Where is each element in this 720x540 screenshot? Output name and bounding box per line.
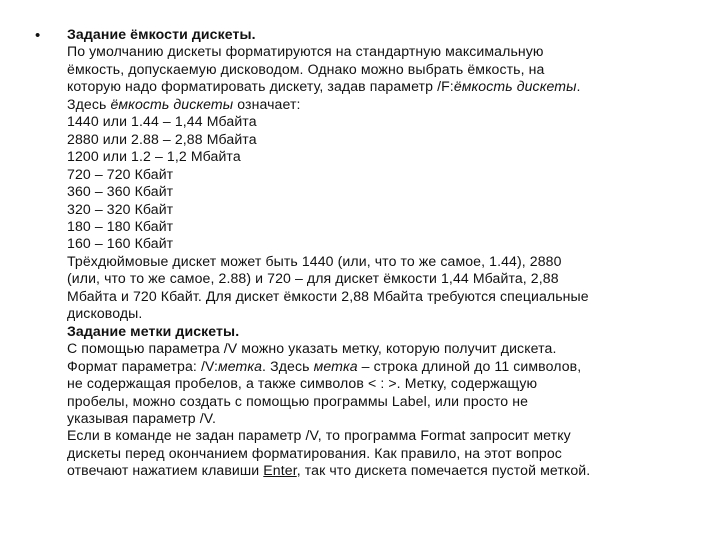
- section-heading: Задание метки дискеты.: [67, 322, 240, 339]
- text-line: [67, 78, 697, 95]
- text-segment: Enter: [263, 462, 297, 479]
- text-line: [67, 410, 697, 427]
- text-segment: 180 – 180 Кбайт: [67, 217, 174, 234]
- text-segment: 320 – 320 Кбайт: [67, 200, 174, 217]
- text-line: [67, 183, 697, 200]
- text-segment: Если в команде не задан параметр /V, то программа Format запросит метку: [67, 427, 571, 444]
- text-segment: С помощью параметра /V можно указать метку, которую получит дискета.: [67, 340, 557, 357]
- text-segment: (или, что то же самое, 2.88) и 720 – для дискет ёмкости 1,44 Мбайта, 2,88: [67, 270, 559, 287]
- text-segment: – строка длиной до 11 символов,: [357, 357, 582, 374]
- text-line: [67, 235, 697, 252]
- text-segment: 160 – 160 Кбайт: [67, 235, 174, 252]
- text-segment: отвечают нажатием клавиши: [67, 462, 264, 479]
- text-segment: .: [576, 78, 581, 95]
- text-line: [67, 375, 697, 392]
- text-segment: По умолчанию дискеты форматируются на стандартную максимальную: [67, 43, 544, 60]
- text-segment: 1200 или 1.2 – 1,2 Мбайта: [67, 148, 241, 165]
- text-segment: дисководы.: [67, 305, 143, 322]
- text-segment: означает:: [233, 95, 301, 112]
- text-line: [67, 340, 697, 357]
- text-line: [67, 96, 697, 113]
- text-segment: метка: [313, 357, 358, 374]
- text-segment: Здесь: [67, 95, 111, 112]
- text-segment: 1440 или 1.44 – 1,44 Мбайта: [67, 113, 257, 130]
- text-line: [67, 218, 697, 235]
- text-line: [67, 288, 697, 305]
- text-segment: 2880 или 2.88 – 2,88 Мбайта: [67, 130, 257, 147]
- text-segment: указывая параметр /V.: [67, 409, 216, 426]
- text-segment: ёмкость дискеты: [110, 95, 234, 112]
- text-line: [67, 113, 697, 130]
- text-line: [67, 445, 697, 462]
- text-line: [67, 270, 697, 287]
- text-line: [67, 462, 697, 479]
- text-segment: пробелы, можно создать с помощью программы Label, или просто не: [67, 392, 529, 409]
- text-line: [67, 43, 697, 60]
- text-segment: не содержащая пробелов, а также символов < : >. Метку, содержащую: [67, 375, 538, 392]
- text-line: [67, 201, 697, 218]
- text-segment: Мбайта и 720 Кбайт. Для дискет ёмкости 2,88 Мбайта требуются специальные: [67, 287, 589, 304]
- text-segment: Формат параметра: /V:: [67, 357, 218, 374]
- section-heading: Задание ёмкости дискеты.: [67, 26, 256, 42]
- text-body: [67, 26, 697, 480]
- bullet-point: •: [35, 27, 41, 44]
- text-line: [67, 358, 697, 375]
- text-segment: , так что дискета помечается пустой меткой.: [296, 462, 591, 479]
- text-line: [67, 61, 697, 78]
- text-line: [67, 305, 697, 322]
- text-line: [67, 253, 697, 270]
- text-line: [67, 323, 697, 340]
- text-line: [67, 393, 697, 410]
- text-line: [67, 427, 697, 444]
- text-segment: которую надо форматировать дискету, задав параметр /F:: [67, 78, 454, 95]
- text-segment: ёмкость дискеты: [453, 78, 577, 95]
- text-segment: Трёхдюймовые дискет может быть 1440 (или, что то же самое, 1.44), 2880: [67, 252, 562, 269]
- text-line: [67, 131, 697, 148]
- text-line: [67, 26, 697, 43]
- text-segment: 360 – 360 Кбайт: [67, 183, 174, 200]
- text-line: [67, 148, 697, 165]
- text-line: [67, 166, 697, 183]
- text-segment: дискеты перед окончанием форматирования. Как правило, на этот вопрос: [67, 444, 562, 461]
- text-segment: метка: [217, 357, 263, 374]
- text-segment: ёмкость, допускаемую дисководом. Однако можно выбрать ёмкость, на: [67, 60, 545, 77]
- text-segment: 720 – 720 Кбайт: [67, 165, 174, 182]
- text-segment: . Здесь: [262, 357, 314, 374]
